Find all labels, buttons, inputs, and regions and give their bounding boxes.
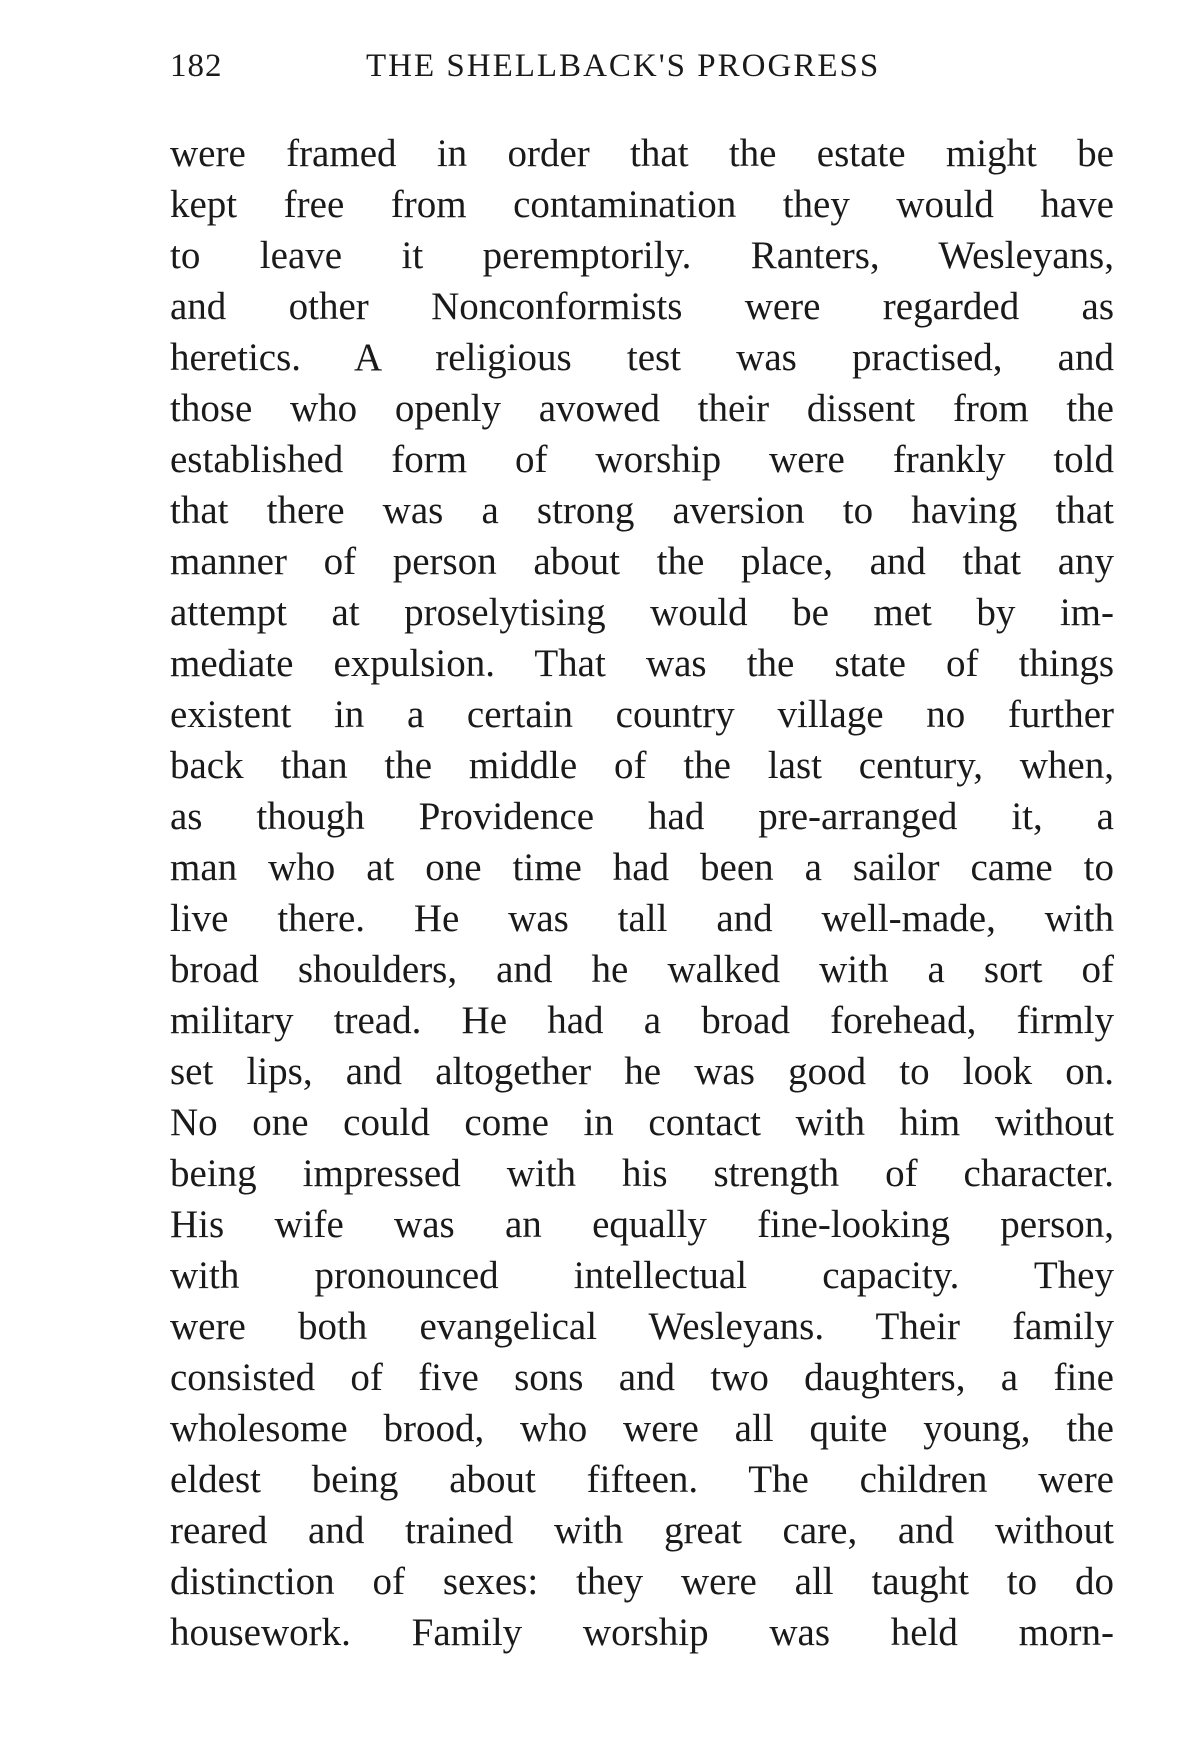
text-line: kept free from contamination they would have <box>170 183 1114 226</box>
text-line: were both evangelical Wesleyans. Their family <box>170 1305 1114 1348</box>
text-line: heretics. A religious test was practised, and <box>170 336 1114 379</box>
text-line: attempt at proselytising would be met by im- <box>170 591 1114 634</box>
text-line: as though Providence had pre-arranged it, a <box>170 795 1114 838</box>
text-line: No one could come in contact with him without <box>170 1101 1114 1144</box>
text-line: eldest being about fifteen. The children were <box>170 1458 1114 1501</box>
text-line: live there. He was tall and well-made, with <box>170 897 1114 940</box>
text-line: existent in a certain country village no further <box>170 693 1114 736</box>
text-line: housework. Family worship was held morn- <box>170 1611 1114 1654</box>
text-line: mediate expulsion. That was the state of things <box>170 642 1114 685</box>
text-line: with pronounced intellectual capacity. They <box>170 1254 1114 1297</box>
text-line: being impressed with his strength of character. <box>170 1152 1114 1195</box>
text-line: His wife was an equally fine-looking person, <box>170 1203 1114 1246</box>
text-line: reared and trained with great care, and without <box>170 1509 1114 1552</box>
text-line: back than the middle of the last century, when, <box>170 744 1114 787</box>
text-line: manner of person about the place, and that any <box>170 540 1114 583</box>
text-line: were framed in order that the estate might be <box>170 132 1114 175</box>
body-text <box>170 128 1114 1658</box>
text-line: distinction of sexes: they were all taught to do <box>170 1560 1114 1603</box>
text-line: military tread. He had a broad forehead, firmly <box>170 999 1114 1042</box>
text-line: those who openly avowed their dissent from the <box>170 387 1114 430</box>
text-line: wholesome brood, who were all quite young, the <box>170 1407 1114 1450</box>
text-line: broad shoulders, and he walked with a sort of <box>170 948 1114 991</box>
text-line: man who at one time had been a sailor came to <box>170 846 1114 889</box>
text-line: that there was a strong aversion to having that <box>170 489 1114 532</box>
running-head <box>170 48 1120 98</box>
text-line: set lips, and altogether he was good to look on. <box>170 1050 1114 1093</box>
book-title: THE SHELLBACK'S PROGRESS <box>366 48 881 84</box>
text-line: established form of worship were frankly told <box>170 438 1114 481</box>
text-line: to leave it peremptorily. Ranters, Wesleyans, <box>170 234 1114 277</box>
page-number: 182 <box>170 48 223 84</box>
text-line: consisted of five sons and two daughters, a fine <box>170 1356 1114 1399</box>
text-line: and other Nonconformists were regarded as <box>170 285 1114 328</box>
